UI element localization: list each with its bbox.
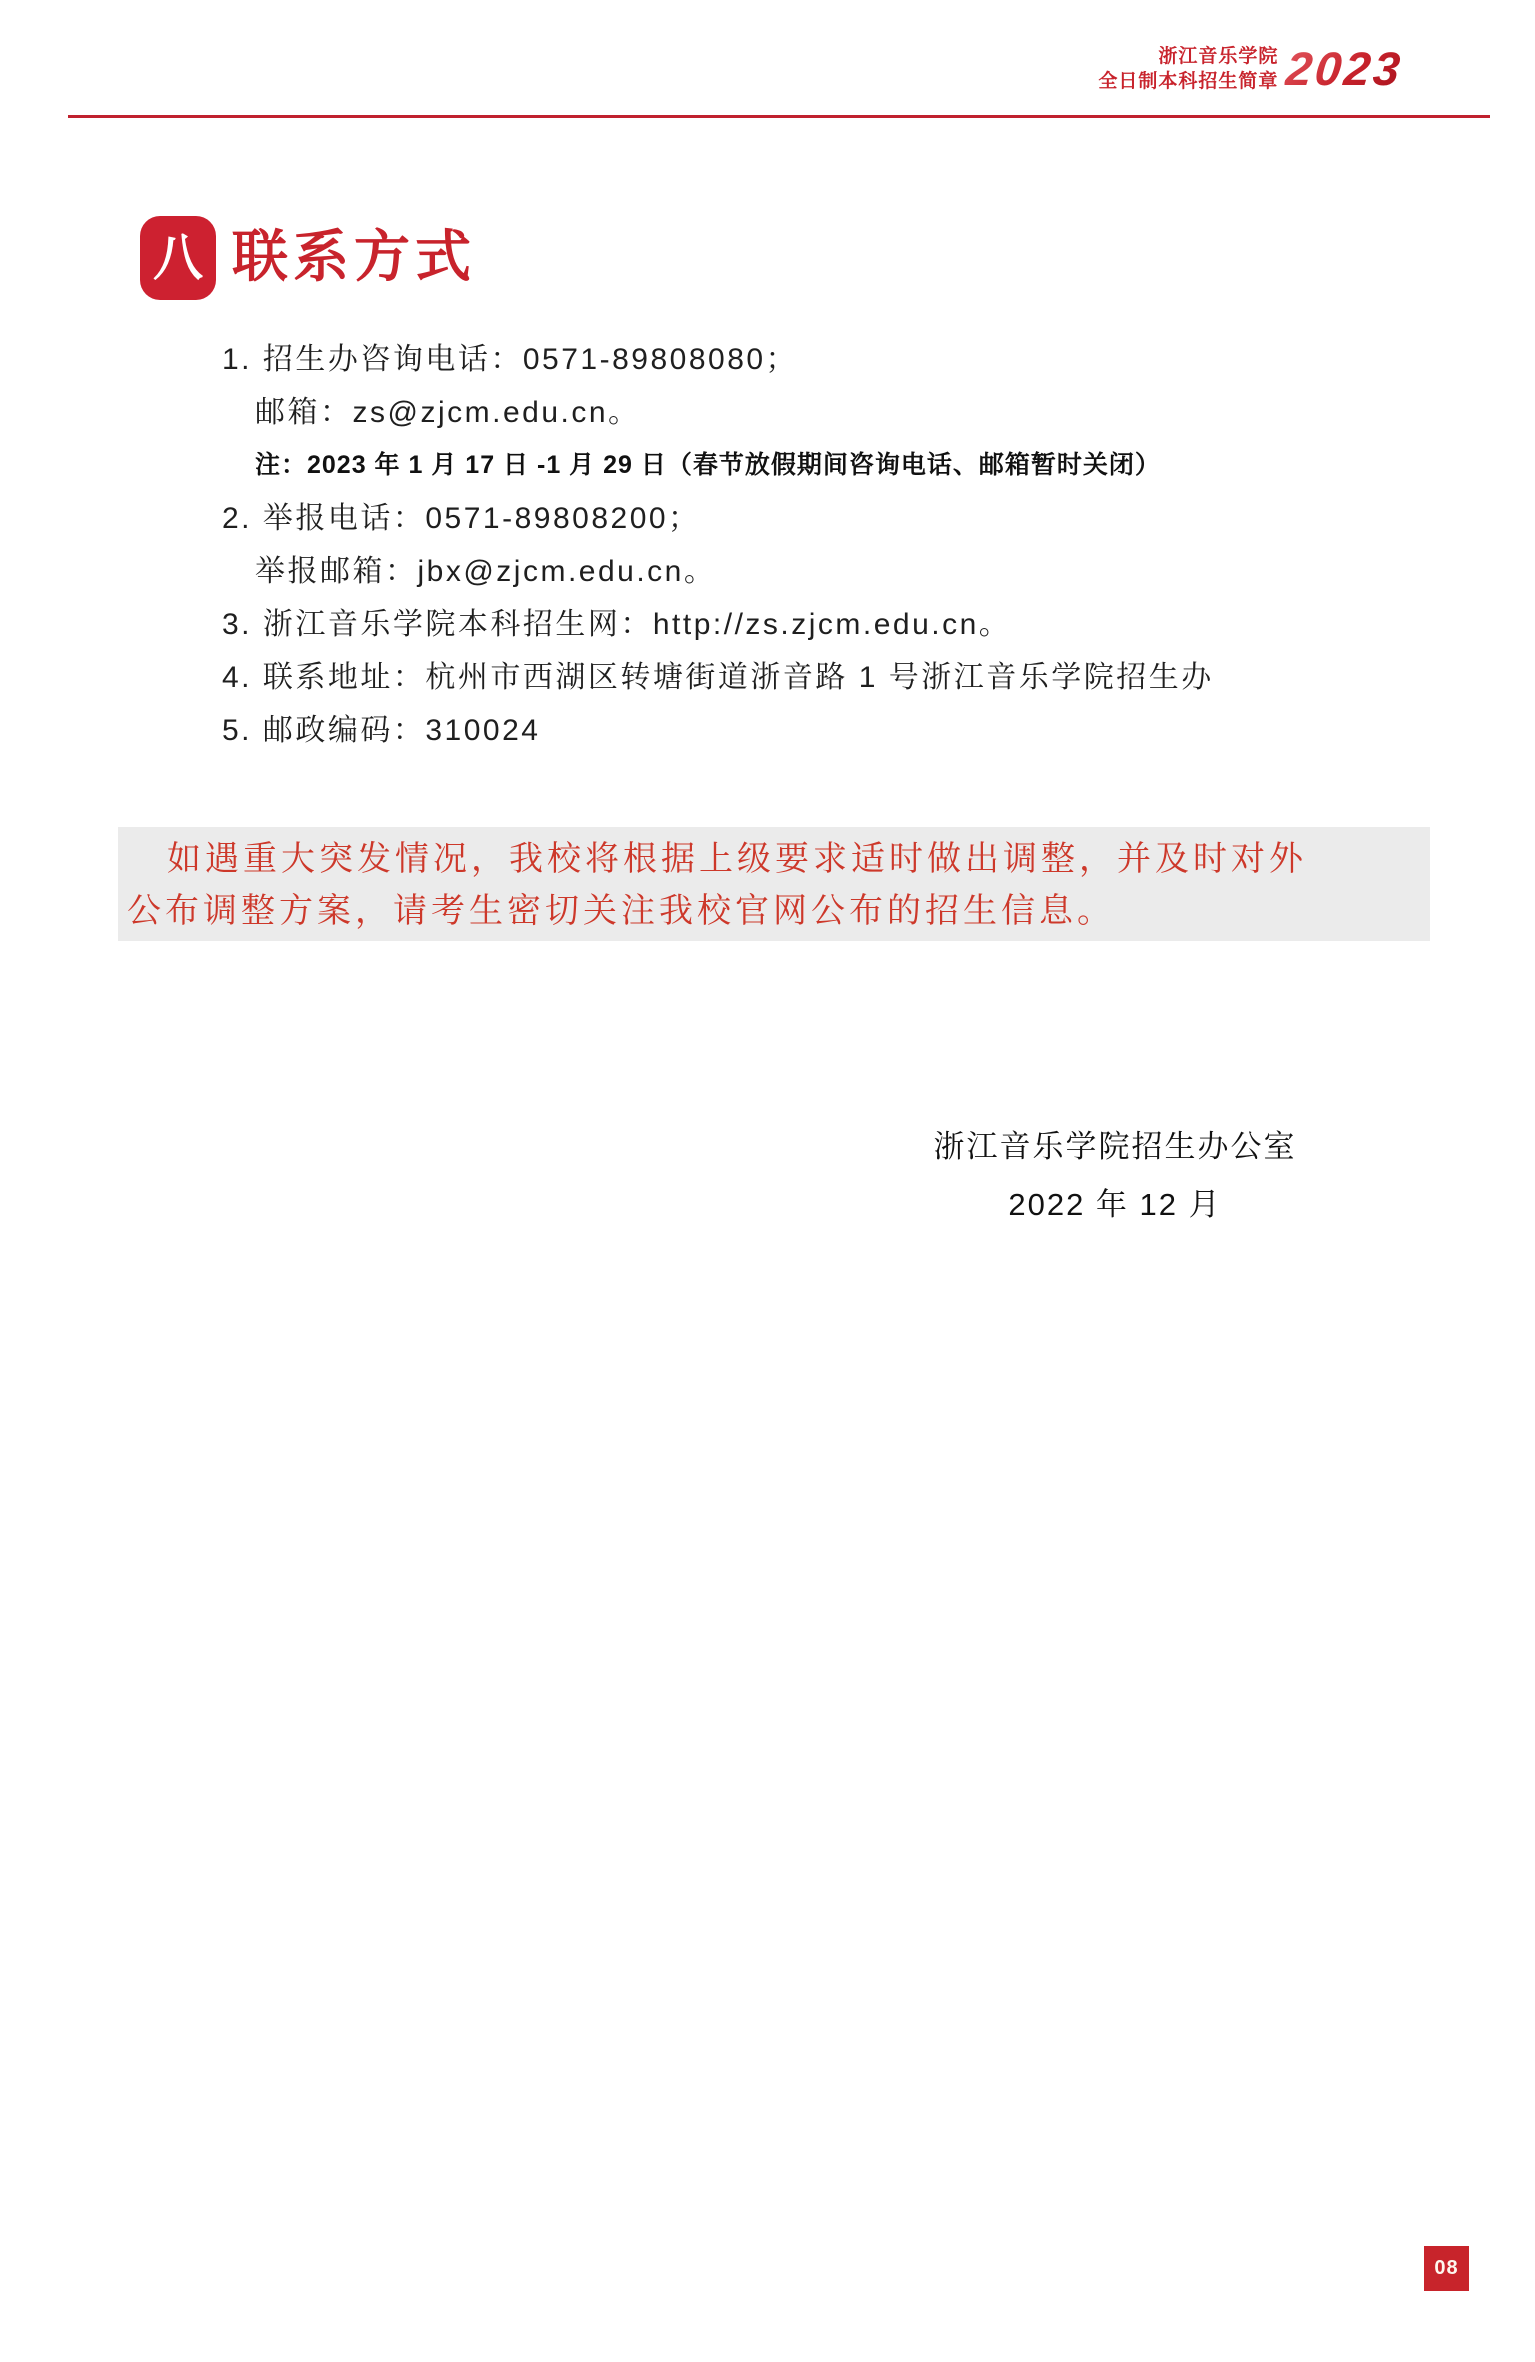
contact-line-report-phone: 2. 举报电话：0571-89808200； bbox=[222, 502, 701, 535]
contact-line-report-email: 举报邮箱：jbx@zjcm.edu.cn。 bbox=[255, 555, 717, 588]
notice-line1: 如遇重大突发情况，我校将根据上级要求适时做出调整，并及时对外 bbox=[167, 840, 1307, 878]
notice-box bbox=[118, 827, 1430, 941]
contact-line-postcode: 5. 邮政编码：310024 bbox=[222, 714, 541, 747]
page-number-badge bbox=[1424, 2246, 1469, 2291]
header-school-name: 浙江音乐学院 bbox=[1158, 46, 1279, 67]
header-rule bbox=[68, 115, 1490, 118]
signature-date: 2022 年 12 月 bbox=[1008, 1187, 1222, 1222]
section-number-badge bbox=[140, 216, 216, 300]
contact-line-phone: 1. 招生办咨询电话：0571-89808080； bbox=[222, 343, 799, 376]
contact-line-address: 4. 联系地址：杭州市西湖区转塘街道浙音路 1 号浙江音乐学院招生办 bbox=[222, 661, 1214, 694]
page-header bbox=[1098, 42, 1406, 95]
header-year: 2023 bbox=[1283, 42, 1406, 95]
contact-line-holiday-note: 注：2023 年 1 月 17 日 -1 月 29 日（春节放假期间咨询电话、邮箱暂时关闭） bbox=[255, 451, 1161, 479]
signature-office: 浙江音乐学院招生办公室 bbox=[933, 1129, 1297, 1164]
section-heading: 联系方式 bbox=[232, 227, 476, 289]
section-title-row bbox=[140, 216, 476, 300]
section-number-glyph: 八 bbox=[153, 230, 203, 286]
page-number: 08 bbox=[1434, 2257, 1459, 2279]
header-brochure-name: 全日制本科招生简章 bbox=[1098, 71, 1279, 92]
header-title-block bbox=[1098, 44, 1278, 94]
contact-line-website: 3. 浙江音乐学院本科招生网：http://zs.zjcm.edu.cn。 bbox=[222, 608, 1012, 641]
signature-block bbox=[925, 1118, 1305, 1234]
notice-line2: 公布调整方案，请考生密切关注我校官网公布的招生信息。 bbox=[127, 892, 1115, 930]
contact-line-email: 邮箱：zs@zjcm.edu.cn。 bbox=[255, 396, 641, 429]
contact-list bbox=[222, 333, 1422, 757]
